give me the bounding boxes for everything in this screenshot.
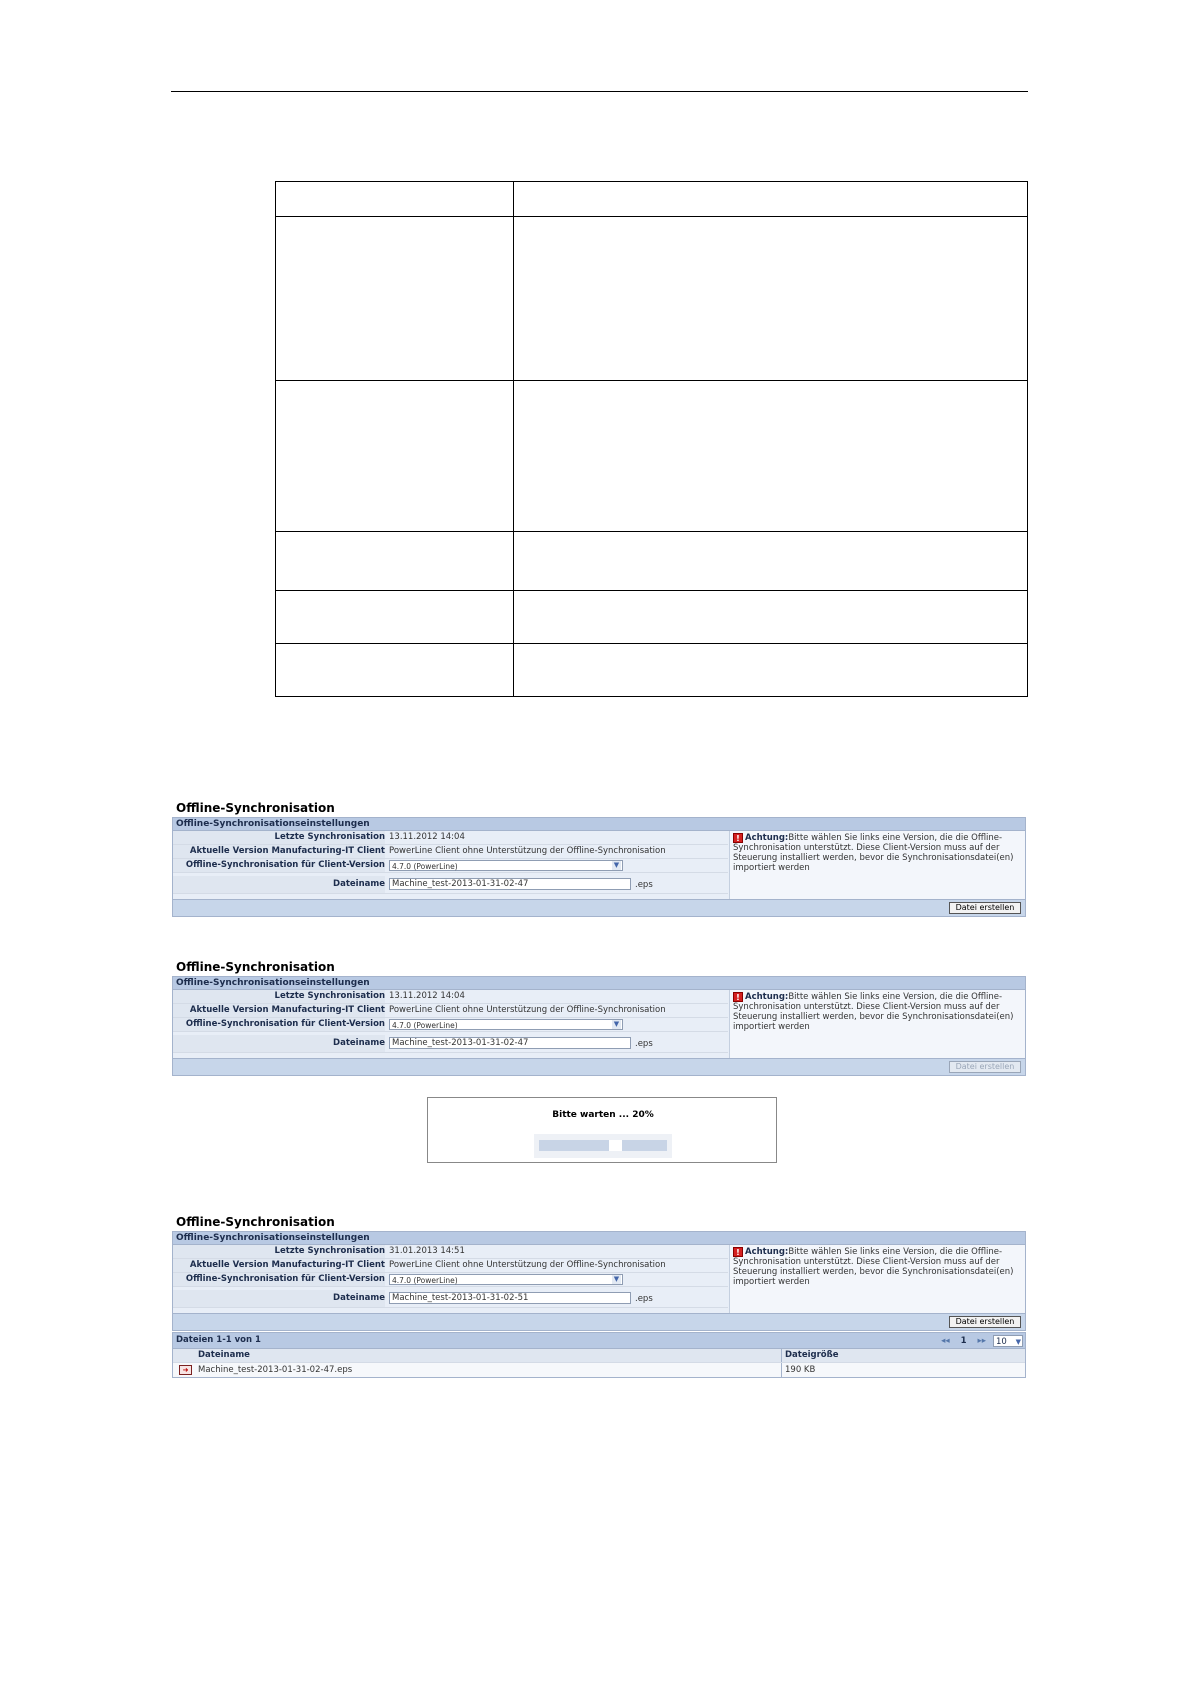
file-size: 190 KB <box>785 1365 816 1375</box>
current-page[interactable]: 1 <box>960 1336 967 1346</box>
files-summary: Dateien 1-1 von 1 <box>176 1335 261 1345</box>
file-name[interactable]: Machine_test-2013-01-31-02-47.eps <box>198 1365 353 1375</box>
create-file-button[interactable]: Datei erstellen <box>949 902 1021 914</box>
section-header: Offline-Synchronisationseinstellungen <box>173 977 1025 990</box>
field-label: Aktuelle Version Manufacturing-IT Client <box>173 1259 385 1272</box>
filename-input[interactable]: Machine_test-2013-01-31-02-51 <box>389 1292 631 1304</box>
client-version-select[interactable] <box>389 1019 623 1030</box>
field-sync-version <box>173 1273 728 1287</box>
files-summary-bar <box>173 1333 1025 1348</box>
table-cell <box>276 381 514 532</box>
table-cell <box>514 217 1028 381</box>
progress-status-text: Bitte warten ... 20% <box>552 1110 654 1120</box>
warning-text: Bitte wählen Sie links eine Version, die die Offline-Synchronisation unterstützt. Diese Client-Version muss auf der Steuerung installiert werden, bevor die Synchronisationsdatei(en) importiert werden <box>733 1247 1014 1287</box>
field-value: PowerLine Client ohne Unterstützung der Offline-Synchronisation <box>389 1260 666 1270</box>
table-cell <box>276 182 514 217</box>
field-label: Letzte Synchronisation <box>173 1245 385 1258</box>
table-cell <box>276 532 514 591</box>
warning-text: Bitte wählen Sie links eine Version, die die Offline-Synchronisation unterstützt. Diese Client-Version muss auf der Steuerung installiert werden, bevor die Synchronisationsdatei(en) importiert werden <box>733 833 1014 873</box>
progress-fill <box>609 1140 622 1151</box>
sync-settings-form <box>172 817 1026 917</box>
field-label: Dateiname <box>173 876 385 893</box>
page-size-select[interactable] <box>993 1335 1023 1347</box>
field-value: 31.01.2013 14:51 <box>389 1246 465 1256</box>
field-label: Aktuelle Version Manufacturing-IT Client <box>173 1004 385 1017</box>
field-label: Dateiname <box>173 1035 385 1052</box>
filename-input[interactable]: Machine_test-2013-01-31-02-47 <box>389 878 631 890</box>
files-table <box>172 1332 1026 1378</box>
warning-note <box>729 990 1025 1058</box>
panel-title: Offline-Synchronisation <box>176 801 335 815</box>
form-footer <box>173 1313 1025 1330</box>
field-label: Letzte Synchronisation <box>173 831 385 844</box>
field-last-sync <box>173 1245 728 1259</box>
field-label: Offline-Synchronisation für Client-Version <box>173 1273 385 1286</box>
table-cell <box>514 532 1028 591</box>
pager <box>933 1335 1023 1347</box>
chevron-down-icon: ▼ <box>613 1275 620 1283</box>
client-version-select[interactable] <box>389 1274 623 1285</box>
field-label: Letzte Synchronisation <box>173 990 385 1003</box>
warning-prefix: Achtung: <box>745 1247 789 1257</box>
warning-text: Bitte wählen Sie links eine Version, die die Offline-Synchronisation unterstützt. Diese Client-Version muss auf der Steuerung installiert werden, bevor die Synchronisationsdatei(en) importiert werden <box>733 992 1014 1032</box>
file-extension: .eps <box>635 880 653 890</box>
field-label: Dateiname <box>173 1290 385 1307</box>
chevron-down-icon: ▼ <box>1015 1338 1021 1346</box>
last-page-icon[interactable]: ▸▸ <box>977 1336 987 1346</box>
field-label: Offline-Synchronisation für Client-Version <box>173 859 385 872</box>
field-filename <box>173 1035 728 1053</box>
table-cell <box>514 381 1028 532</box>
page-size-value: 10 <box>996 1337 1007 1347</box>
column-header-filesize[interactable]: Dateigröße <box>785 1350 839 1360</box>
chevron-down-icon: ▼ <box>613 861 620 869</box>
field-value: 13.11.2012 14:04 <box>389 991 465 1001</box>
chevron-down-icon: ▼ <box>613 1020 620 1028</box>
files-column-headers <box>173 1348 1025 1362</box>
table-cell <box>514 591 1028 644</box>
warning-note <box>729 831 1025 899</box>
filename-input[interactable]: Machine_test-2013-01-31-02-47 <box>389 1037 631 1049</box>
header-rule <box>171 91 1028 92</box>
field-sync-version <box>173 1018 728 1032</box>
form-footer <box>173 1058 1025 1075</box>
field-value: PowerLine Client ohne Unterstützung der Offline-Synchronisation <box>389 846 666 856</box>
table-cell <box>276 644 514 697</box>
create-file-button[interactable]: Datei erstellen <box>949 1316 1021 1328</box>
warning-note <box>729 1245 1025 1313</box>
panel-title: Offline-Synchronisation <box>176 1215 335 1229</box>
progress-bar <box>534 1134 672 1158</box>
field-label: Offline-Synchronisation für Client-Version <box>173 1018 385 1031</box>
field-value: 13.11.2012 14:04 <box>389 832 465 842</box>
select-value: 4.7.0 (PowerLine) <box>392 1021 458 1030</box>
download-file-icon[interactable]: ➜ <box>179 1365 192 1375</box>
table-row[interactable] <box>173 1362 1025 1377</box>
progress-dialog <box>427 1097 777 1163</box>
first-page-icon[interactable]: ◂◂ <box>941 1336 950 1346</box>
create-file-button-disabled[interactable]: Datei erstellen <box>949 1061 1021 1073</box>
client-version-select[interactable] <box>389 860 623 871</box>
field-sync-version <box>173 859 728 873</box>
column-header-filename[interactable]: Dateiname <box>198 1350 250 1360</box>
section-header: Offline-Synchronisationseinstellungen <box>173 818 1025 831</box>
empty-document-table <box>275 181 1028 697</box>
warning-icon: ! <box>733 1247 743 1257</box>
field-value: PowerLine Client ohne Unterstützung der Offline-Synchronisation <box>389 1005 666 1015</box>
field-client-version <box>173 1004 728 1018</box>
file-extension: .eps <box>635 1039 653 1049</box>
sync-settings-form <box>172 976 1026 1076</box>
field-last-sync <box>173 990 728 1004</box>
select-value: 4.7.0 (PowerLine) <box>392 862 458 871</box>
table-cell <box>276 217 514 381</box>
field-client-version <box>173 1259 728 1273</box>
select-value: 4.7.0 (PowerLine) <box>392 1276 458 1285</box>
field-filename <box>173 1290 728 1308</box>
table-cell <box>276 591 514 644</box>
table-cell <box>514 182 1028 217</box>
form-footer <box>173 899 1025 916</box>
field-label: Aktuelle Version Manufacturing-IT Client <box>173 845 385 858</box>
warning-prefix: Achtung: <box>745 992 789 1002</box>
sync-settings-form <box>172 1231 1026 1331</box>
warning-icon: ! <box>733 992 743 1002</box>
file-extension: .eps <box>635 1294 653 1304</box>
warning-prefix: Achtung: <box>745 833 789 843</box>
panel-title: Offline-Synchronisation <box>176 960 335 974</box>
progress-track <box>539 1140 667 1151</box>
section-header: Offline-Synchronisationseinstellungen <box>173 1232 1025 1245</box>
table-cell <box>514 644 1028 697</box>
warning-icon: ! <box>733 833 743 843</box>
field-last-sync <box>173 831 728 845</box>
field-filename <box>173 876 728 894</box>
field-client-version <box>173 845 728 859</box>
